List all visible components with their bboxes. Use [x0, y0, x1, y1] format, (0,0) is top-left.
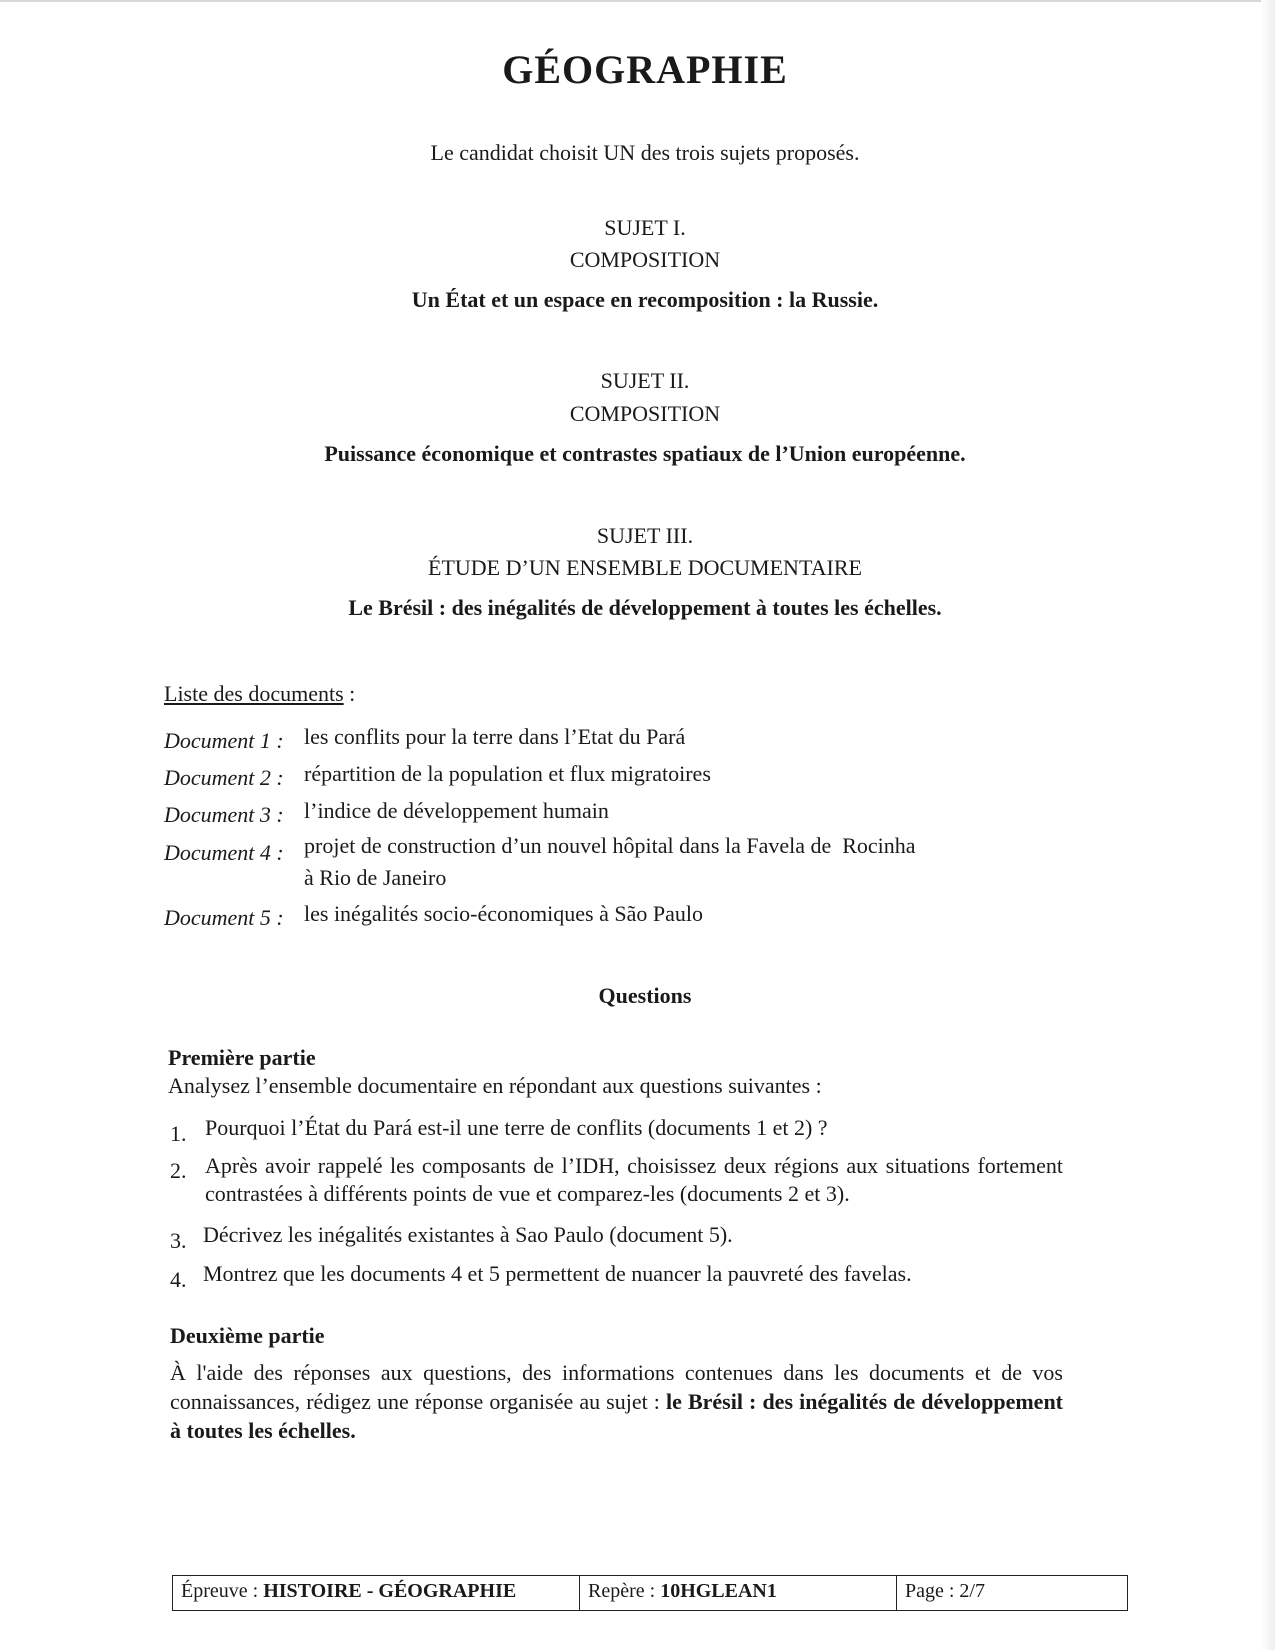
page-edge	[0, 0, 1275, 2]
document-3-label: Document 3 :	[164, 802, 284, 827]
part-2-subject: le Brésil : des inégalités de développement à toutes les échelles.	[170, 1389, 1064, 1443]
question-1-text: Pourquoi l’État du Pará est-il une terre de conflits (documents 1 et 2) ?	[205, 1115, 828, 1140]
document-1-label: Document 1 :	[164, 728, 284, 753]
question-4-text: Montrez que les documents 4 et 5 permettent de nuancer la pauvreté des favelas.	[203, 1261, 912, 1286]
subject-1-title: Un État et un espace en recomposition : la Russie.	[411, 287, 879, 312]
footer-epreuve: Épreuve : HISTOIRE - GÉOGRAPHIE	[173, 1576, 580, 1611]
subject-3-number: SUJET III.	[596, 523, 694, 548]
document-2-text: répartition de la population et flux migratoires	[304, 761, 711, 786]
page-title: GÉOGRAPHIE	[502, 47, 788, 92]
subject-1-number: SUJET I.	[604, 215, 686, 240]
document-4-label: Document 4 :	[164, 840, 284, 865]
question-1-number: 1.	[170, 1121, 187, 1146]
questions-heading: Questions	[598, 983, 692, 1008]
part-2-text	[170, 1358, 1063, 1445]
document-4-text-cont: à Rio de Janeiro	[304, 865, 447, 890]
question-2-number: 2.	[170, 1158, 187, 1183]
footer-repere: Repère : 10HGLEAN1	[580, 1576, 897, 1611]
subject-1-type: COMPOSITION	[569, 247, 721, 272]
question-2-text: Après avoir rappelé les composants de l’IDH, choisissez deux régions aux situations fortement contrastées à différents points de vue et comparez-les (documents 2 et 3).	[205, 1153, 1063, 1206]
question-3-number: 3.	[170, 1228, 187, 1253]
subject-2-number: SUJET II.	[600, 368, 690, 393]
question-4-number: 4.	[170, 1267, 187, 1292]
subject-3-type: ÉTUDE D’UN ENSEMBLE DOCUMENTAIRE	[428, 555, 862, 580]
document-1-text: les conflits pour la terre dans l’Etat du Pará	[304, 724, 686, 749]
subject-2-type: COMPOSITION	[569, 401, 721, 426]
part-2-title: Deuxième partie	[170, 1323, 325, 1348]
instructions: Le candidat choisit UN des trois sujets proposés.	[430, 140, 860, 165]
part-1-intro: Analysez l’ensemble documentaire en répondant aux questions suivantes :	[168, 1073, 822, 1098]
documents-heading-label: Liste des documents	[164, 681, 344, 706]
question-3-text: Décrivez les inégalités existantes à Sao Paulo (document 5).	[203, 1222, 733, 1247]
documents-heading	[164, 681, 355, 707]
document-5-text: les inégalités socio-économiques à São Paulo	[304, 901, 703, 926]
documents-heading-suffix: :	[343, 681, 356, 706]
subject-3-title: Le Brésil : des inégalités de développement à toutes les échelles.	[348, 595, 942, 620]
document-4-text: projet de construction d’un nouvel hôpital dans la Favela de Rocinha	[304, 833, 916, 858]
document-5-label: Document 5 :	[164, 905, 284, 930]
document-3-text: l’indice de développement humain	[304, 798, 609, 823]
document-2-label: Document 2 :	[164, 765, 284, 790]
footer-table	[172, 1575, 1128, 1611]
part-1-title: Première partie	[168, 1045, 316, 1070]
part-2-instructions: À l'aide des réponses aux questions, des informations contenues dans les documents et de vos connaissances, rédigez une réponse organisée au sujet :	[170, 1360, 1063, 1414]
footer-page: Page : 2/7	[897, 1576, 1128, 1611]
subject-2-title: Puissance économique et contrastes spatiaux de l’Union européenne.	[324, 441, 966, 466]
